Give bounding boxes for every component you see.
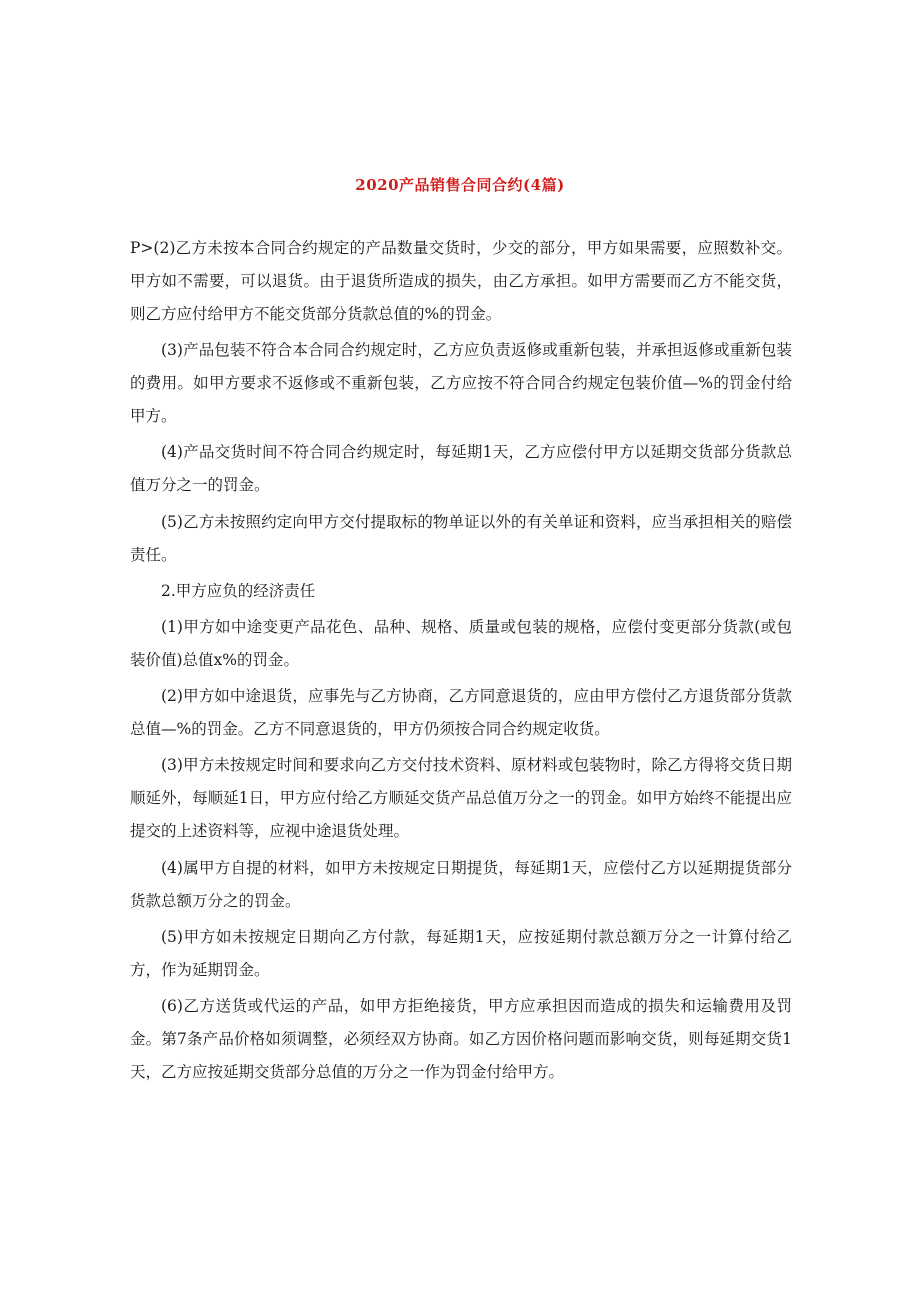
paragraph: (2)甲方如中途退货，应事先与乙方协商，乙方同意退货的，应由甲方偿付乙方退货部分货款总值—%的罚金。乙方不同意退货的，甲方仍须按合同合约规定收货。 bbox=[130, 687, 792, 739]
paragraph: (4)属甲方自提的材料，如甲方未按规定日期提货，每延期1天，应偿付乙方以延期提货部分货款总额万分之的罚金。 bbox=[130, 858, 792, 910]
section-heading: 2.甲方应负的经济责任 bbox=[161, 581, 316, 600]
document-title: 2020产品销售合同合约(4篇) bbox=[355, 176, 565, 194]
paragraph: (5)乙方未按照约定向甲方交付提取标的物单证以外的有关单证和资料，应当承担相关的赔偿责任。 bbox=[130, 512, 792, 564]
paragraph: (5)甲方如未按规定日期向乙方付款，每延期1天，应按延期付款总额万分之一计算付给乙方，作为延期罚金。 bbox=[130, 927, 792, 979]
paragraph: (3)产品包装不符合本合同合约规定时，乙方应负责返修或重新包装，并承担返修或重新包装的费用。如甲方要求不返修或不重新包装，乙方应按不符合同合约规定包装价值—%的罚金付给甲方。 bbox=[130, 341, 792, 426]
paragraph: (1)甲方如中途变更产品花色、品种、规格、质量或包装的规格，应偿付变更部分货款(或包装价值)总值x%的罚金。 bbox=[130, 617, 792, 669]
paragraph: (3)甲方未按规定时间和要求向乙方交付技术资料、原材料或包装物时，除乙方得将交货日期顺延外，每顺延1日，甲方应付给乙方顺延交货产品总值万分之一的罚金。如甲方始终不能提出应提交的上述资料等，应视中途退货处理。 bbox=[130, 756, 792, 841]
paragraph: (6)乙方送货或代运的产品，如甲方拒绝接货，甲方应承担因而造成的损失和运输费用及罚金。第7条产品价格如须调整，必须经双方协商。如乙方因价格问题而影响交货，则每延期交货1天，乙方应按延期交货部分总值的万分之一作为罚金付给甲方。 bbox=[130, 996, 792, 1081]
document-body bbox=[130, 232, 792, 1092]
paragraph: (4)产品交货时间不符合同合约规定时，每延期1天，乙方应偿付甲方以延期交货部分货款总值万分之一的罚金。 bbox=[130, 443, 792, 495]
paragraph: P>(2)乙方未按本合同合约规定的产品数量交货时，少交的部分，甲方如果需要，应照数补交。甲方如不需要，可以退货。由于退货所造成的损失，由乙方承担。如甲方需要而乙方不能交货，则乙方应付给甲方不能交货部分货款总值的%的罚金。 bbox=[130, 239, 792, 323]
